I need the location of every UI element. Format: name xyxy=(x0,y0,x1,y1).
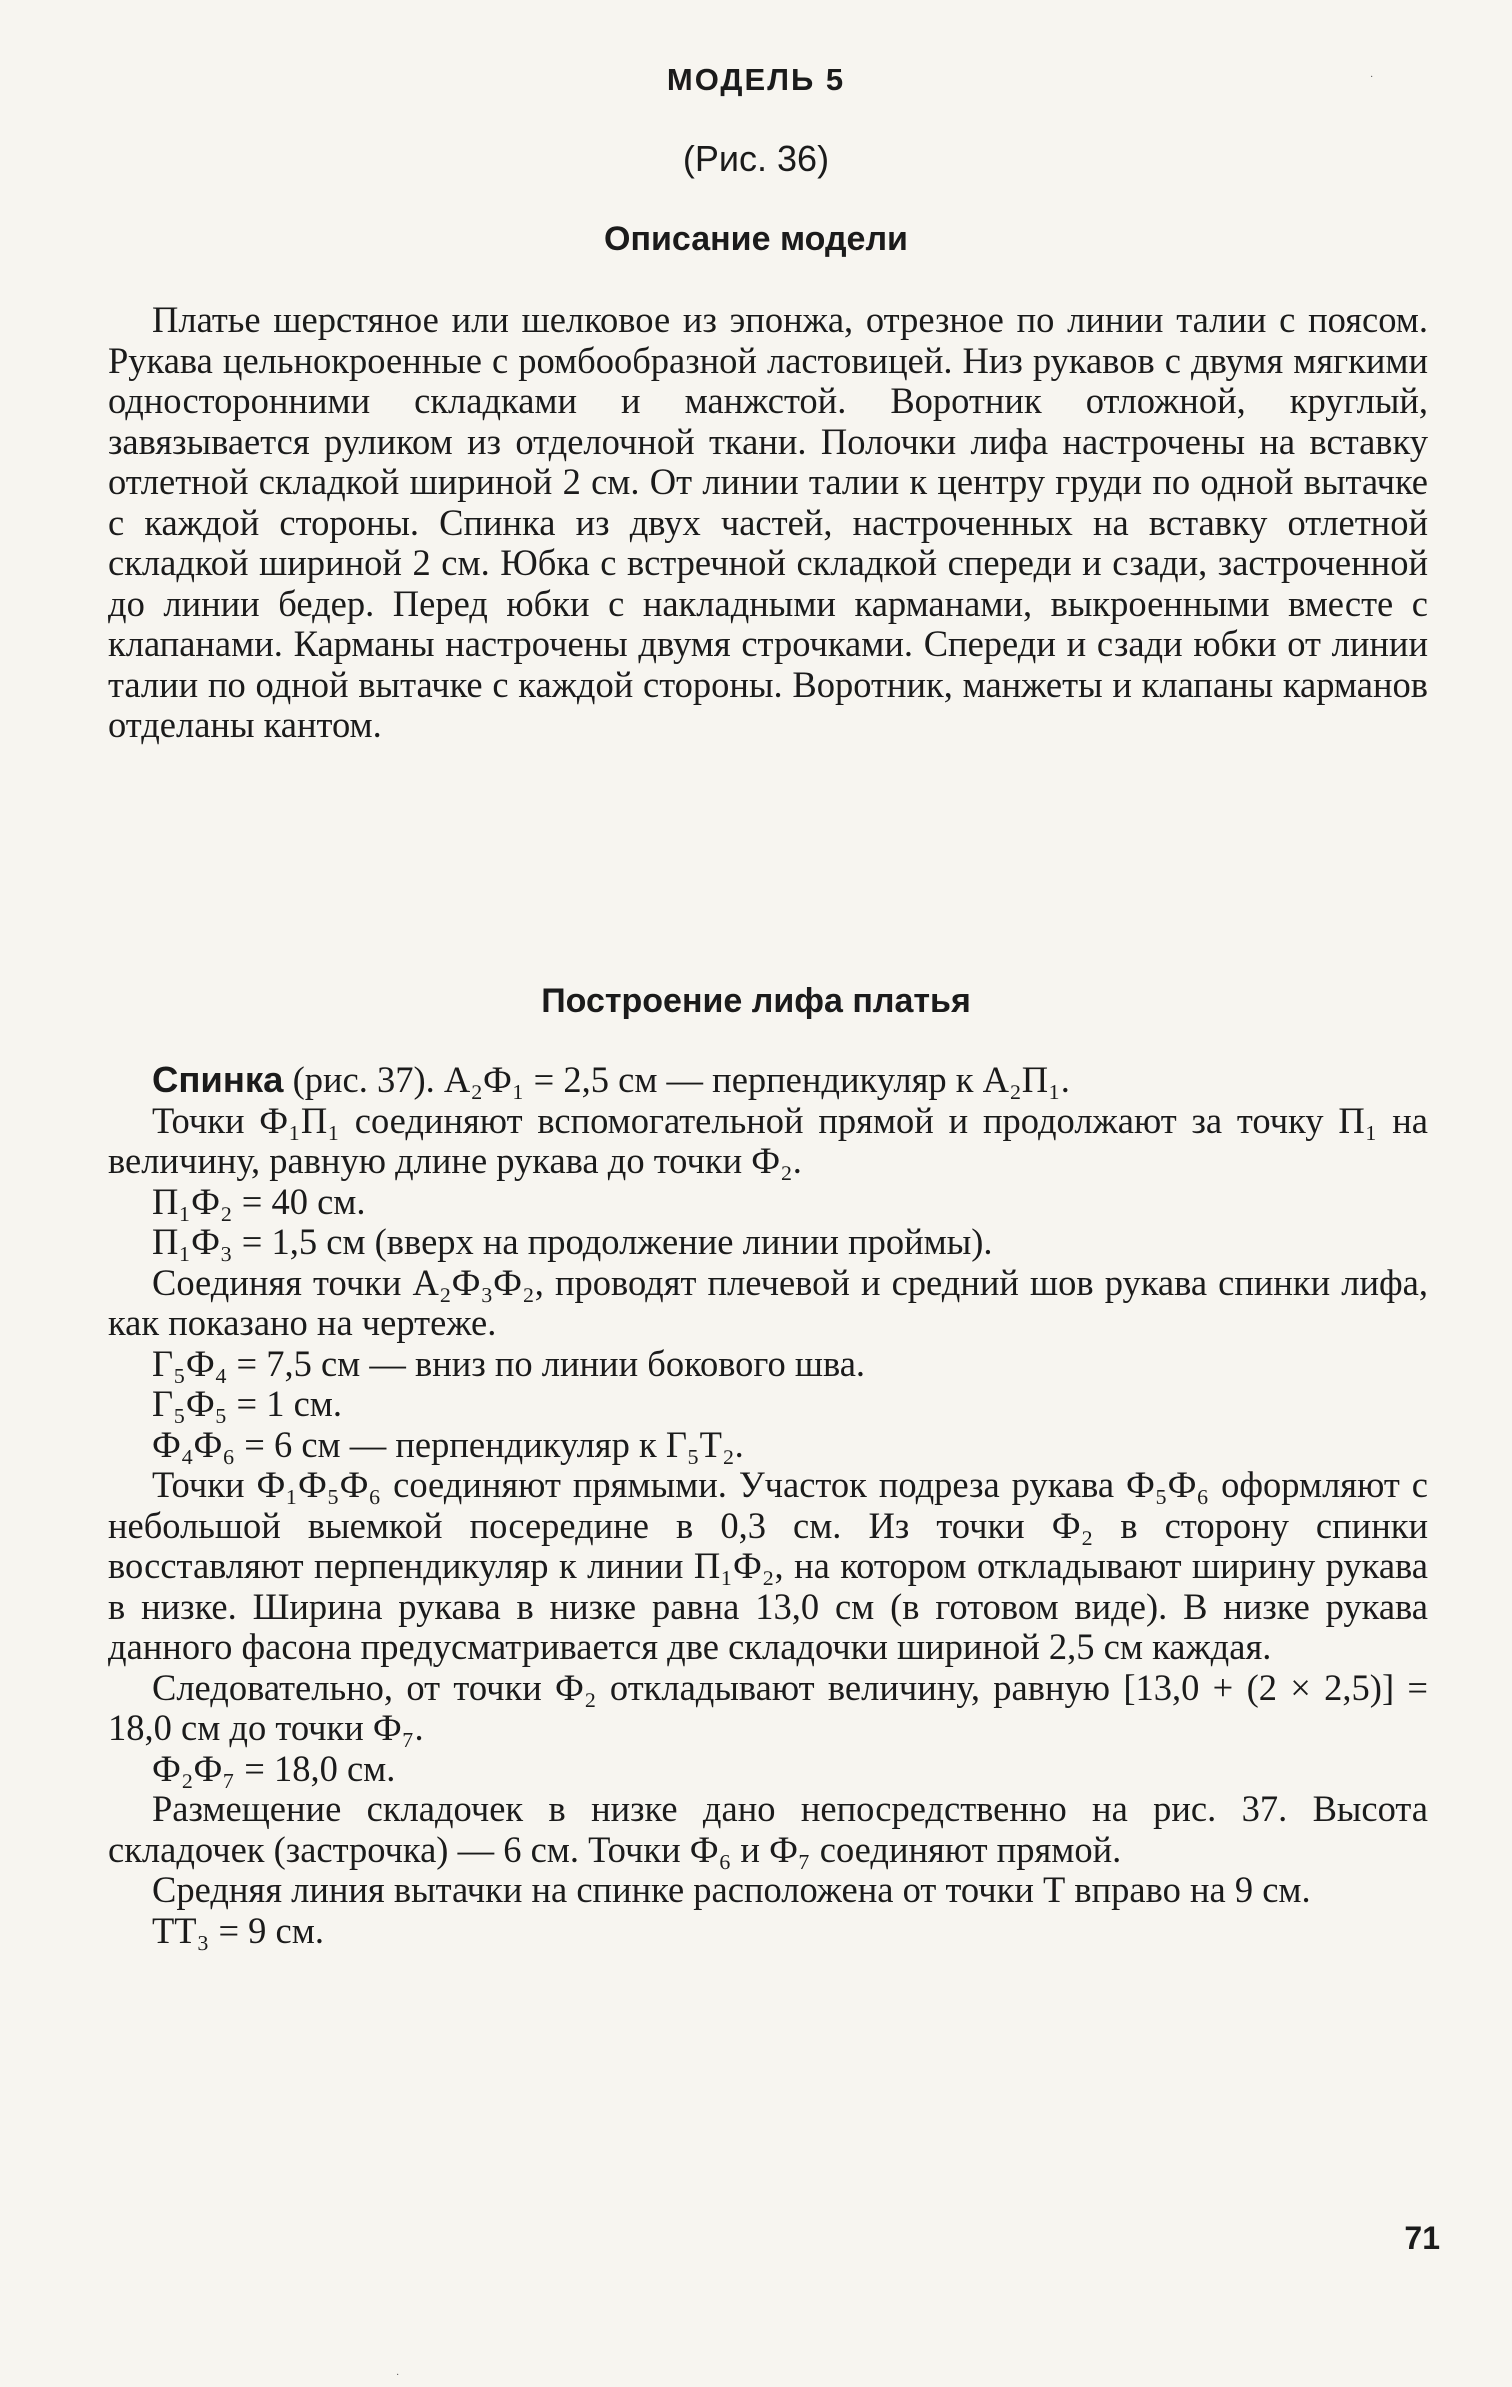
scan-speck: · xyxy=(396,2370,400,2381)
description-paragraph xyxy=(108,300,1428,746)
page-number: 71 xyxy=(1404,2220,1440,2256)
construction-paragraph: Средняя линия вытачки на спинке расположена от точки Т вправо на 9 см. xyxy=(152,1869,1311,1910)
construction-paragraph: П₁Ф₂ = 40 см. xyxy=(152,1180,366,1222)
construction-paragraph: Соединяя точки А₂Ф₃Ф₂, проводят плечевой и средний шов рукава спинки лифа, как показано на чертеже. xyxy=(108,1261,1428,1343)
construction-paragraph: Г₅Ф₅ = 1 см. xyxy=(152,1383,343,1424)
construction-paragraph: Следовательно, от точки Ф₂ откладывают величину, равную [13,0 + (2 × 2,5)] = 18,0 см до точки Ф₇. xyxy=(108,1666,1428,1748)
construction-paragraph: Ф₂Ф₇ = 18,0 см. xyxy=(152,1747,396,1789)
construction-paragraph: Размещение складочек в низке дано непосредственно на рис. 37. Высота складочек (застрочка) — 6 см. Точки Ф₆ и Ф₇ соединяют прямой. xyxy=(108,1788,1428,1870)
figure-reference: (Рис. 36) xyxy=(682,138,830,179)
scan-speck: · xyxy=(1370,72,1374,83)
construction-paragraph xyxy=(108,1060,1428,1101)
construction-paragraph: Точки Ф₁Ф₅Ф₆ соединяют прямыми. Участок подреза рукава Ф₅Ф₆ оформляют с небольшой выемкой посередине в 0,3 см. Из точки Ф₂ в сторону спинки восставляют перпендикуляр к линии П₁Ф₂, на котором откладывают ширину рукава в низке. Ширина рукава в низке равна 13,0 см (в готовом виде). В низке рукава данного фасона предусматривается две складочки шириной 2,5 см каждая. xyxy=(108,1464,1428,1667)
construction-paragraph: Точки Ф₁П₁ соединяют вспомогательной прямой и продолжают за точку П₁ на величину, равную длине рукава до точки Ф₂. xyxy=(108,1099,1428,1181)
paragraph-text: (рис. 37). А₂Ф₁ = 2,5 см — перпендикуляр к А₂П₁. xyxy=(283,1059,1070,1100)
construction-heading: Построение лифа платья xyxy=(541,982,971,1020)
description-text: Платье шерстяное или шелковое из эпонжа, отрезное по линии талии с поясом. Рукава цельнокроенные с ромбообразной ластовицей. Низ рукавов с двумя мягкими односторонними складками и манжстой. Воротник отложной, круглый, завязывается руликом из отделочной ткани. Полочки лифа настрочены на вставку отлетной складкой шириной 2 см. От линии талии к центру груди по одной вытачке с каждой стороны. Спинка из двух частей, настроченных на вставку отлетной складкой шириной 2 см. Юбка с встречной складкой спереди и сзади, застроченной до линии бедер. Перед юбки с накладными карманами, выкроенными вместе с клапанами. Карманы настрочены двумя строчками. Спереди и сзади юбки от линии талии по одной вытачке с каждой стороны. Воротник, манжеты и клапаны карманов отделаны кантом. xyxy=(108,299,1428,745)
section-lead: Спинка xyxy=(152,1059,284,1100)
construction-paragraph: Г₅Ф₄ = 7,5 см — вниз по линии бокового шва. xyxy=(152,1342,866,1384)
description-heading: Описание модели xyxy=(604,220,908,258)
construction-paragraph: Ф₄Ф₆ = 6 см — перпендикуляр к Г₅Т₂. xyxy=(152,1423,744,1465)
model-heading: МОДЕЛЬ 5 xyxy=(666,62,846,97)
construction-paragraph: П₁Ф₃ = 1,5 см (вверх на продолжение линии проймы). xyxy=(152,1221,993,1262)
construction-paragraph: ТТ₃ = 9 см. xyxy=(152,1909,324,1951)
construction-text xyxy=(108,1060,1428,1951)
